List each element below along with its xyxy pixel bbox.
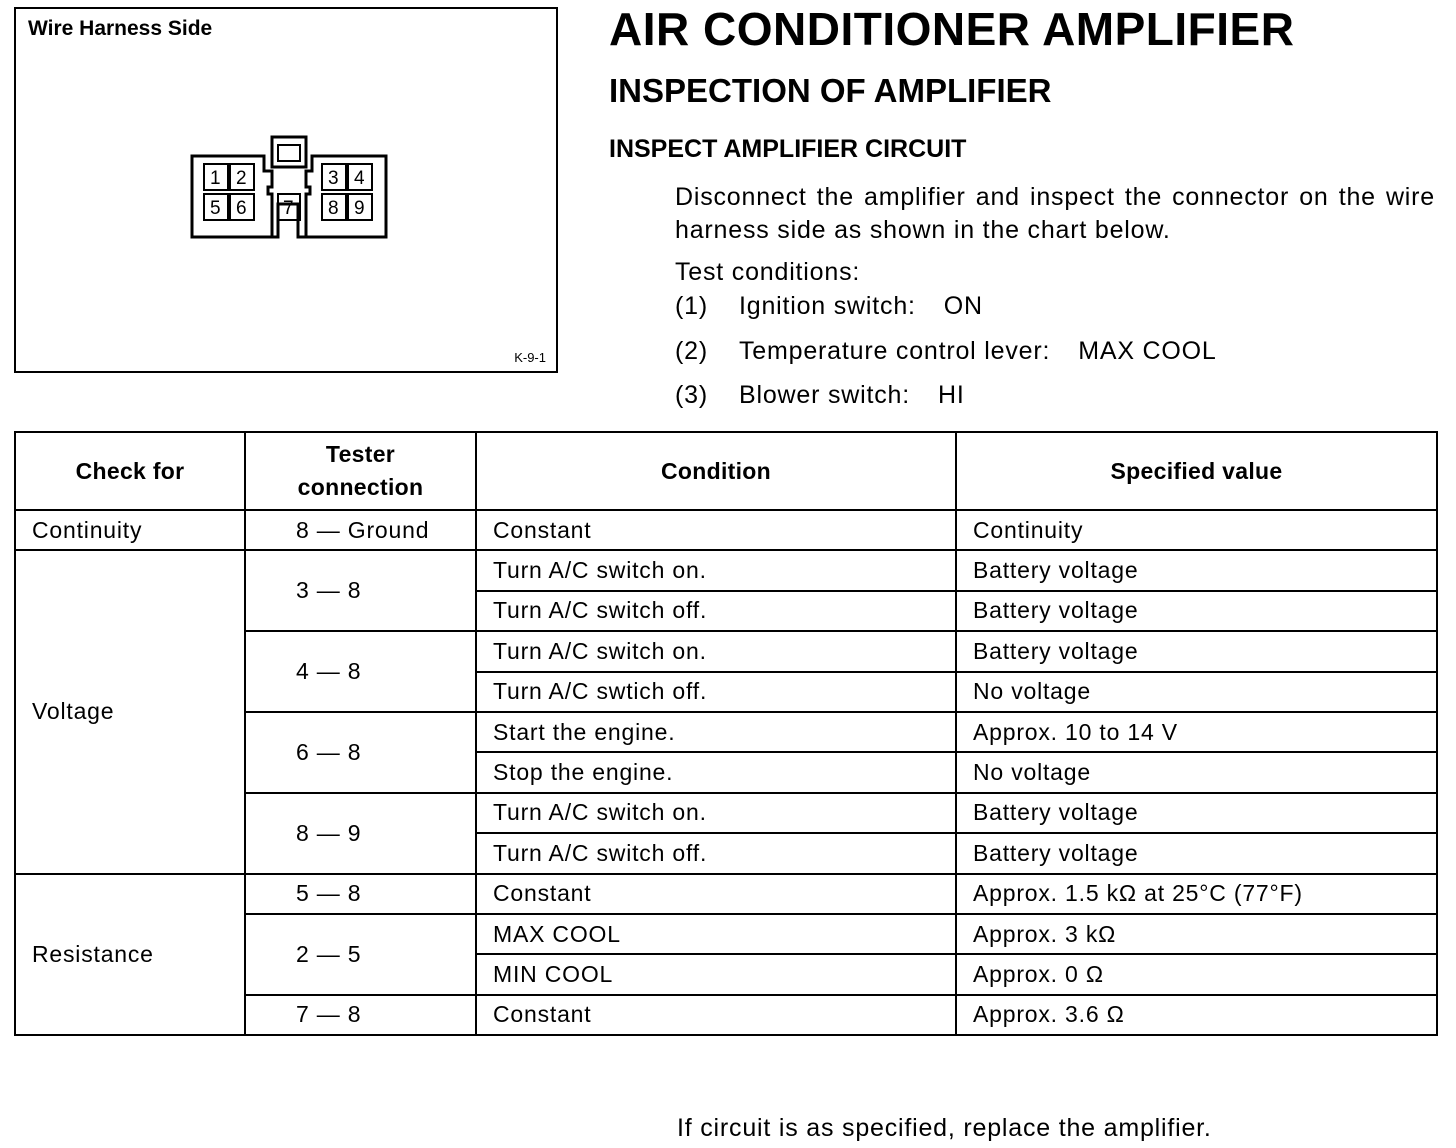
connector-diagram — [14, 7, 558, 373]
tester-connection-cell: 8 — 9 — [245, 793, 476, 874]
pin-3-label: 3 — [328, 168, 339, 189]
specified-value-cell: Continuity — [956, 510, 1437, 550]
condition-label: Blower switch: — [739, 381, 910, 409]
pin-6-label: 6 — [236, 198, 247, 219]
condition-number: (2) — [675, 337, 708, 365]
specified-value-cell: Approx. 1.5 kΩ at 25°C (77°F) — [956, 874, 1437, 914]
condition-cell: Constant — [476, 510, 956, 550]
inspection-table — [14, 431, 1438, 1036]
tester-connection-cell: 4 — 8 — [245, 631, 476, 712]
condition-cell: Turn A/C switch on. — [476, 631, 956, 671]
specified-value-cell: Battery voltage — [956, 833, 1437, 873]
pin-2-label: 2 — [236, 168, 247, 189]
condition-label: Temperature control lever: — [739, 337, 1051, 365]
header-specified-value: Specified value — [956, 432, 1437, 510]
pin-7-label: 7 — [283, 198, 294, 219]
check-for-cell: Voltage — [15, 550, 245, 873]
specified-value-cell: Battery voltage — [956, 631, 1437, 671]
diagram-caption: Wire Harness Side — [28, 17, 213, 40]
footer-note: If circuit is as specified, replace the amplifier. — [677, 1114, 1212, 1142]
pin-5-label: 5 — [210, 198, 221, 219]
specified-value-cell: Approx. 3.6 Ω — [956, 995, 1437, 1035]
subsection-title: INSPECT AMPLIFIER CIRCUIT — [609, 135, 967, 163]
table-row — [15, 510, 1437, 550]
tester-connection-cell: 6 — 8 — [245, 712, 476, 793]
condition-cell: Constant — [476, 995, 956, 1035]
pin-9-label: 9 — [354, 198, 365, 219]
test-condition-item — [675, 381, 965, 410]
specified-value-cell: Battery voltage — [956, 793, 1437, 833]
specified-value-cell: Battery voltage — [956, 550, 1437, 590]
specified-value-cell: Battery voltage — [956, 591, 1437, 631]
pin-1-label: 1 — [210, 168, 221, 189]
condition-cell: MIN COOL — [476, 954, 956, 994]
diagram-code: K-9-1 — [514, 350, 546, 365]
check-for-cell: Resistance — [15, 874, 245, 1036]
specified-value-cell: No voltage — [956, 752, 1437, 792]
condition-cell: Stop the engine. — [476, 752, 956, 792]
intro-paragraph: Disconnect the amplifier and inspect the connector on the wire harness side as shown in the chart below. — [675, 183, 1435, 244]
section-title: INSPECTION OF AMPLIFIER — [609, 72, 1052, 109]
table-row — [15, 550, 1437, 590]
condition-cell: MAX COOL — [476, 914, 956, 954]
condition-cell: Constant — [476, 874, 956, 914]
table-body — [15, 510, 1437, 1035]
test-conditions-heading: Test conditions: — [675, 258, 861, 286]
pin-8-label: 8 — [328, 198, 339, 219]
condition-cell: Turn A/C swtich off. — [476, 672, 956, 712]
connector-illustration — [16, 9, 556, 371]
page-title: AIR CONDITIONER AMPLIFIER — [609, 3, 1295, 55]
specified-value-cell: Approx. 10 to 14 V — [956, 712, 1437, 752]
header-check-for: Check for — [15, 432, 245, 510]
specified-value-cell: Approx. 3 kΩ — [956, 914, 1437, 954]
pin-4-label: 4 — [354, 168, 365, 189]
tester-connection-cell: 8 — Ground — [245, 510, 476, 550]
header-condition: Condition — [476, 432, 956, 510]
tester-connection-cell: 3 — 8 — [245, 550, 476, 631]
condition-value: HI — [937, 381, 965, 409]
condition-value: ON — [943, 292, 983, 320]
tester-connection-cell: 5 — 8 — [245, 874, 476, 914]
condition-number: (3) — [675, 381, 708, 409]
condition-value: MAX COOL — [1078, 337, 1217, 365]
condition-cell: Turn A/C switch on. — [476, 793, 956, 833]
header-tester-connection: Tester connection — [245, 432, 476, 510]
condition-cell: Turn A/C switch off. — [476, 591, 956, 631]
condition-number: (1) — [675, 292, 708, 320]
table-row — [15, 874, 1437, 914]
test-condition-item — [675, 292, 983, 321]
test-condition-item — [675, 337, 1217, 366]
condition-cell: Start the engine. — [476, 712, 956, 752]
condition-label: Ignition switch: — [739, 292, 916, 320]
tester-connection-cell: 2 — 5 — [245, 914, 476, 995]
condition-cell: Turn A/C switch on. — [476, 550, 956, 590]
check-for-cell: Continuity — [15, 510, 245, 550]
specified-value-cell: Approx. 0 Ω — [956, 954, 1437, 994]
specified-value-cell: No voltage — [956, 672, 1437, 712]
table-header-row — [15, 432, 1437, 510]
condition-cell: Turn A/C switch off. — [476, 833, 956, 873]
tester-connection-cell: 7 — 8 — [245, 995, 476, 1035]
